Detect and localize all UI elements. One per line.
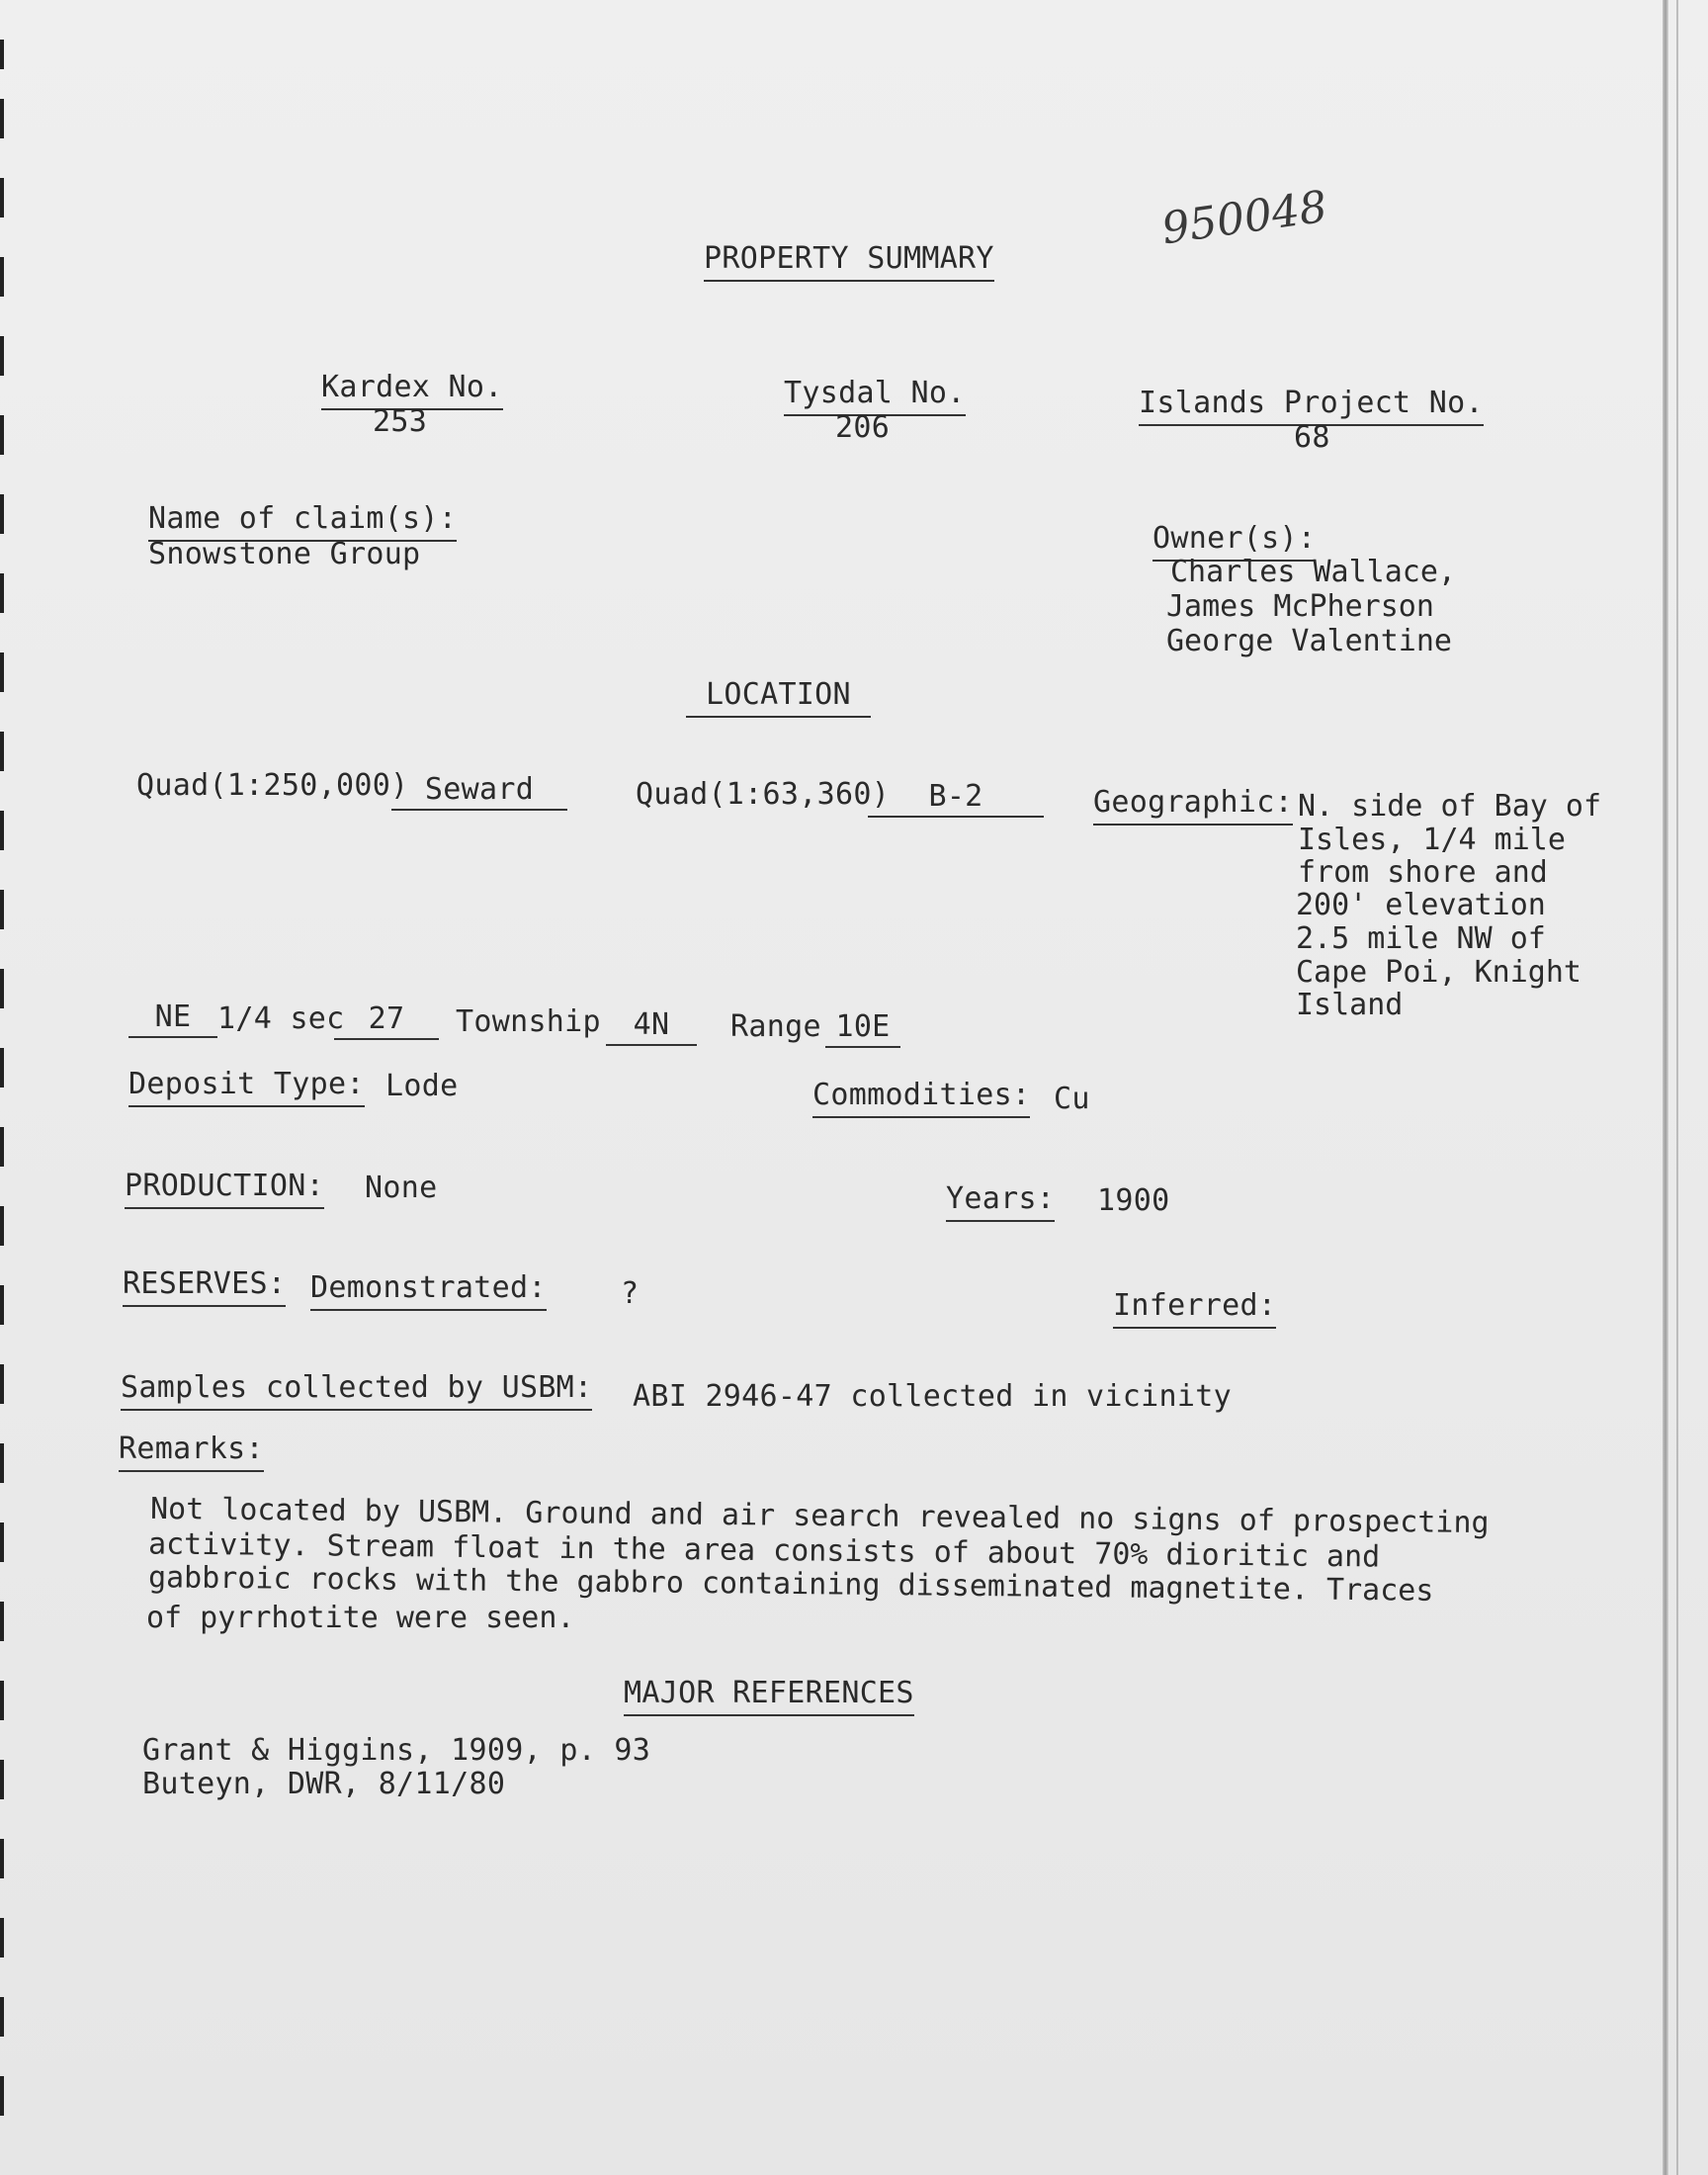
binder-mark xyxy=(0,1522,4,1562)
handwritten-document-number: 950048 xyxy=(1158,181,1330,255)
binder-mark xyxy=(0,1443,4,1483)
geographic-line: N. side of Bay of xyxy=(1298,789,1602,824)
samples-value: ABI 2946-47 collected in vicinity xyxy=(633,1379,1232,1414)
binder-mark xyxy=(0,494,4,534)
geographic-line: 200' elevation xyxy=(1296,888,1546,922)
remarks-line: activity. Stream float in the area consists of about 70% dioritic and xyxy=(147,1526,1381,1575)
binder-mark xyxy=(0,257,4,297)
geographic-line: Cape Poi, Knight xyxy=(1296,955,1581,990)
binder-mark xyxy=(0,415,4,455)
reference-item: Grant & Higgins, 1909, p. 93 xyxy=(142,1733,651,1768)
deposit-type-value: Lode xyxy=(385,1069,459,1103)
binder-mark xyxy=(0,890,4,929)
binder-mark xyxy=(0,1918,4,1958)
deposit-type-label: Deposit Type: xyxy=(128,1068,365,1107)
reference-item: Buteyn, DWR, 8/11/80 xyxy=(142,1767,506,1801)
binder-mark xyxy=(0,1364,4,1404)
remarks-line: Not located by USBM. Ground and air search revealed no signs of prospecting xyxy=(149,1491,1490,1541)
binder-mark xyxy=(0,99,4,138)
demonstrated-label: Demonstrated: xyxy=(310,1271,547,1311)
geographic-line: Isles, 1/4 mile xyxy=(1298,823,1566,857)
binder-mark xyxy=(0,652,4,692)
production-label: PRODUCTION: xyxy=(125,1170,324,1209)
binder-mark xyxy=(0,732,4,771)
inferred-label: Inferred: xyxy=(1113,1289,1276,1329)
binder-mark xyxy=(0,1285,4,1325)
tysdal-value: 206 xyxy=(835,410,891,445)
range-value: 10E xyxy=(825,1010,900,1048)
claim-value: Snowstone Group xyxy=(148,537,421,571)
owner-name-3: George Valentine xyxy=(1166,624,1452,658)
years-label: Years: xyxy=(946,1182,1055,1222)
remarks-label: Remarks: xyxy=(119,1433,264,1472)
binder-mark xyxy=(0,178,4,218)
geographic-label: Geographic: xyxy=(1093,786,1293,826)
binder-mark xyxy=(0,1760,4,1799)
claim-label: Name of claim(s): xyxy=(148,502,457,542)
binder-mark xyxy=(0,1206,4,1246)
binder-mark xyxy=(0,969,4,1008)
geographic-line: from shore and xyxy=(1298,855,1548,890)
binder-mark xyxy=(0,811,4,850)
owner-name-1: Charles Wallace, xyxy=(1170,555,1456,589)
demonstrated-value: ? xyxy=(621,1276,640,1311)
township-label: Township xyxy=(456,1004,601,1039)
page-edge-line xyxy=(1676,0,1678,2175)
references-heading: MAJOR REFERENCES xyxy=(624,1677,914,1716)
owner-name-2: James McPherson xyxy=(1166,589,1434,624)
commodities-value: Cu xyxy=(1054,1082,1090,1116)
remarks-line: of pyrrhotite were seen. xyxy=(146,1601,575,1635)
township-value: 4N xyxy=(606,1008,697,1046)
years-value: 1900 xyxy=(1097,1183,1170,1218)
remarks-line: gabbroic rocks with the gabbro containing disseminated magnetite. Traces xyxy=(147,1560,1434,1609)
production-value: None xyxy=(365,1171,438,1205)
islands-project-value: 68 xyxy=(1294,420,1330,455)
binder-mark xyxy=(0,573,4,613)
range-label: Range xyxy=(730,1009,821,1044)
page-edge xyxy=(1663,0,1668,2175)
location-heading: LOCATION xyxy=(686,678,871,718)
quad-63k-label: Quad(1:63,360) xyxy=(636,777,891,812)
quad-63k-value: B-2 xyxy=(868,780,1044,818)
kardex-label: Kardex No. xyxy=(321,371,503,410)
section-value: 27 xyxy=(334,1002,439,1040)
tysdal-label: Tysdal No. xyxy=(784,377,966,416)
binder-mark xyxy=(0,1602,4,1641)
samples-label: Samples collected by USBM: xyxy=(121,1371,592,1411)
islands-project-label: Islands Project No. xyxy=(1139,387,1484,426)
binder-mark xyxy=(0,1048,4,1088)
quarter-sec-label: 1/4 sec xyxy=(217,1001,345,1036)
page-title: PROPERTY SUMMARY xyxy=(704,242,994,282)
quad-250k-value: Seward xyxy=(391,773,567,811)
binder-mark xyxy=(0,40,4,69)
binder-mark xyxy=(0,1681,4,1720)
binder-mark xyxy=(0,1839,4,1878)
binder-mark xyxy=(0,336,4,376)
binder-mark xyxy=(0,1127,4,1167)
geographic-line: Island xyxy=(1296,988,1404,1022)
owners-label: Owner(s): xyxy=(1153,522,1316,556)
commodities-label: Commodities: xyxy=(812,1079,1030,1118)
kardex-value: 253 xyxy=(373,404,428,439)
quad-250k-label: Quad(1:250,000) xyxy=(136,768,409,803)
binder-mark xyxy=(0,1997,4,2037)
binder-mark xyxy=(0,2076,4,2116)
geographic-line: 2.5 mile NW of xyxy=(1296,921,1546,956)
reserves-label: RESERVES: xyxy=(123,1267,286,1307)
quarter-value: NE xyxy=(128,1000,217,1038)
